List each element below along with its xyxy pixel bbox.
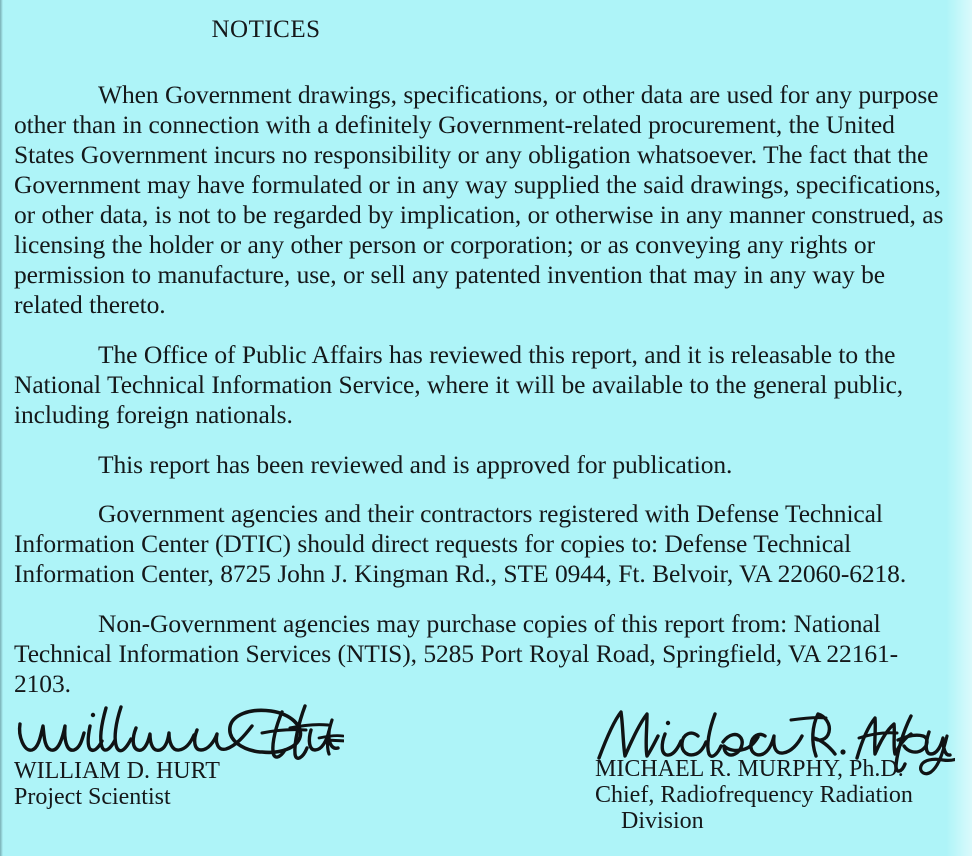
- signatory-title-murphy-line1: Chief, Radiofrequency Radiation: [595, 782, 913, 808]
- notice-paragraph-2: The Office of Public Affairs has reviewed this report, and it is releasable to the National Technical Information Service, where it will be available to the general public, including foreign nationals.: [14, 340, 904, 429]
- signature-right-names: [595, 756, 965, 834]
- signatory-title-hurt: Project Scientist: [14, 784, 171, 810]
- signatory-name-hurt: WILLIAM D. HURT: [14, 758, 220, 784]
- signature-left-names: [14, 758, 484, 810]
- signature-hurt-icon: [14, 700, 344, 762]
- notice-body: [14, 80, 950, 699]
- page-title: NOTICES: [211, 16, 321, 43]
- notice-paragraph-5: Non-Government agencies may purchase copies of this report from: National Technical Information Services (NTIS), 5285 Port Royal Road, Springfield, VA 22161-2103.: [14, 609, 899, 698]
- notice-paragraph-3: This report has been reviewed and is approved for publication.: [98, 450, 733, 479]
- signatory-name-murphy: MICHAEL R. MURPHY, Ph.D.: [595, 756, 904, 782]
- notice-paragraph-4: Government agencies and their contractors registered with Defense Technical Information Center (DTIC) should direct requests for copies to: Defense Technical Information Center, 8725 John J. Kingman Rd., STE 0944, Ft. Belvoir, VA 22060-6218.: [14, 499, 907, 588]
- signature-area: [0, 700, 972, 856]
- notice-paragraph-1: When Government drawings, specifications, or other data are used for any purpose other than in connection with a definitely Government-related procurement, the United States Government incurs no responsibility or any obligation whatsoever. The fact that the Government may have formulated or in any way supplied the said drawings, specifications, or other data, is not to be regarded by implication, or otherwise in any manner construed, as licensing the holder or any other person or corporation; or as conveying any rights or permission to manufacture, use, or sell any patented invention that may in any way be related thereto.: [14, 80, 944, 319]
- signatory-title-murphy-line2: Division: [621, 808, 704, 834]
